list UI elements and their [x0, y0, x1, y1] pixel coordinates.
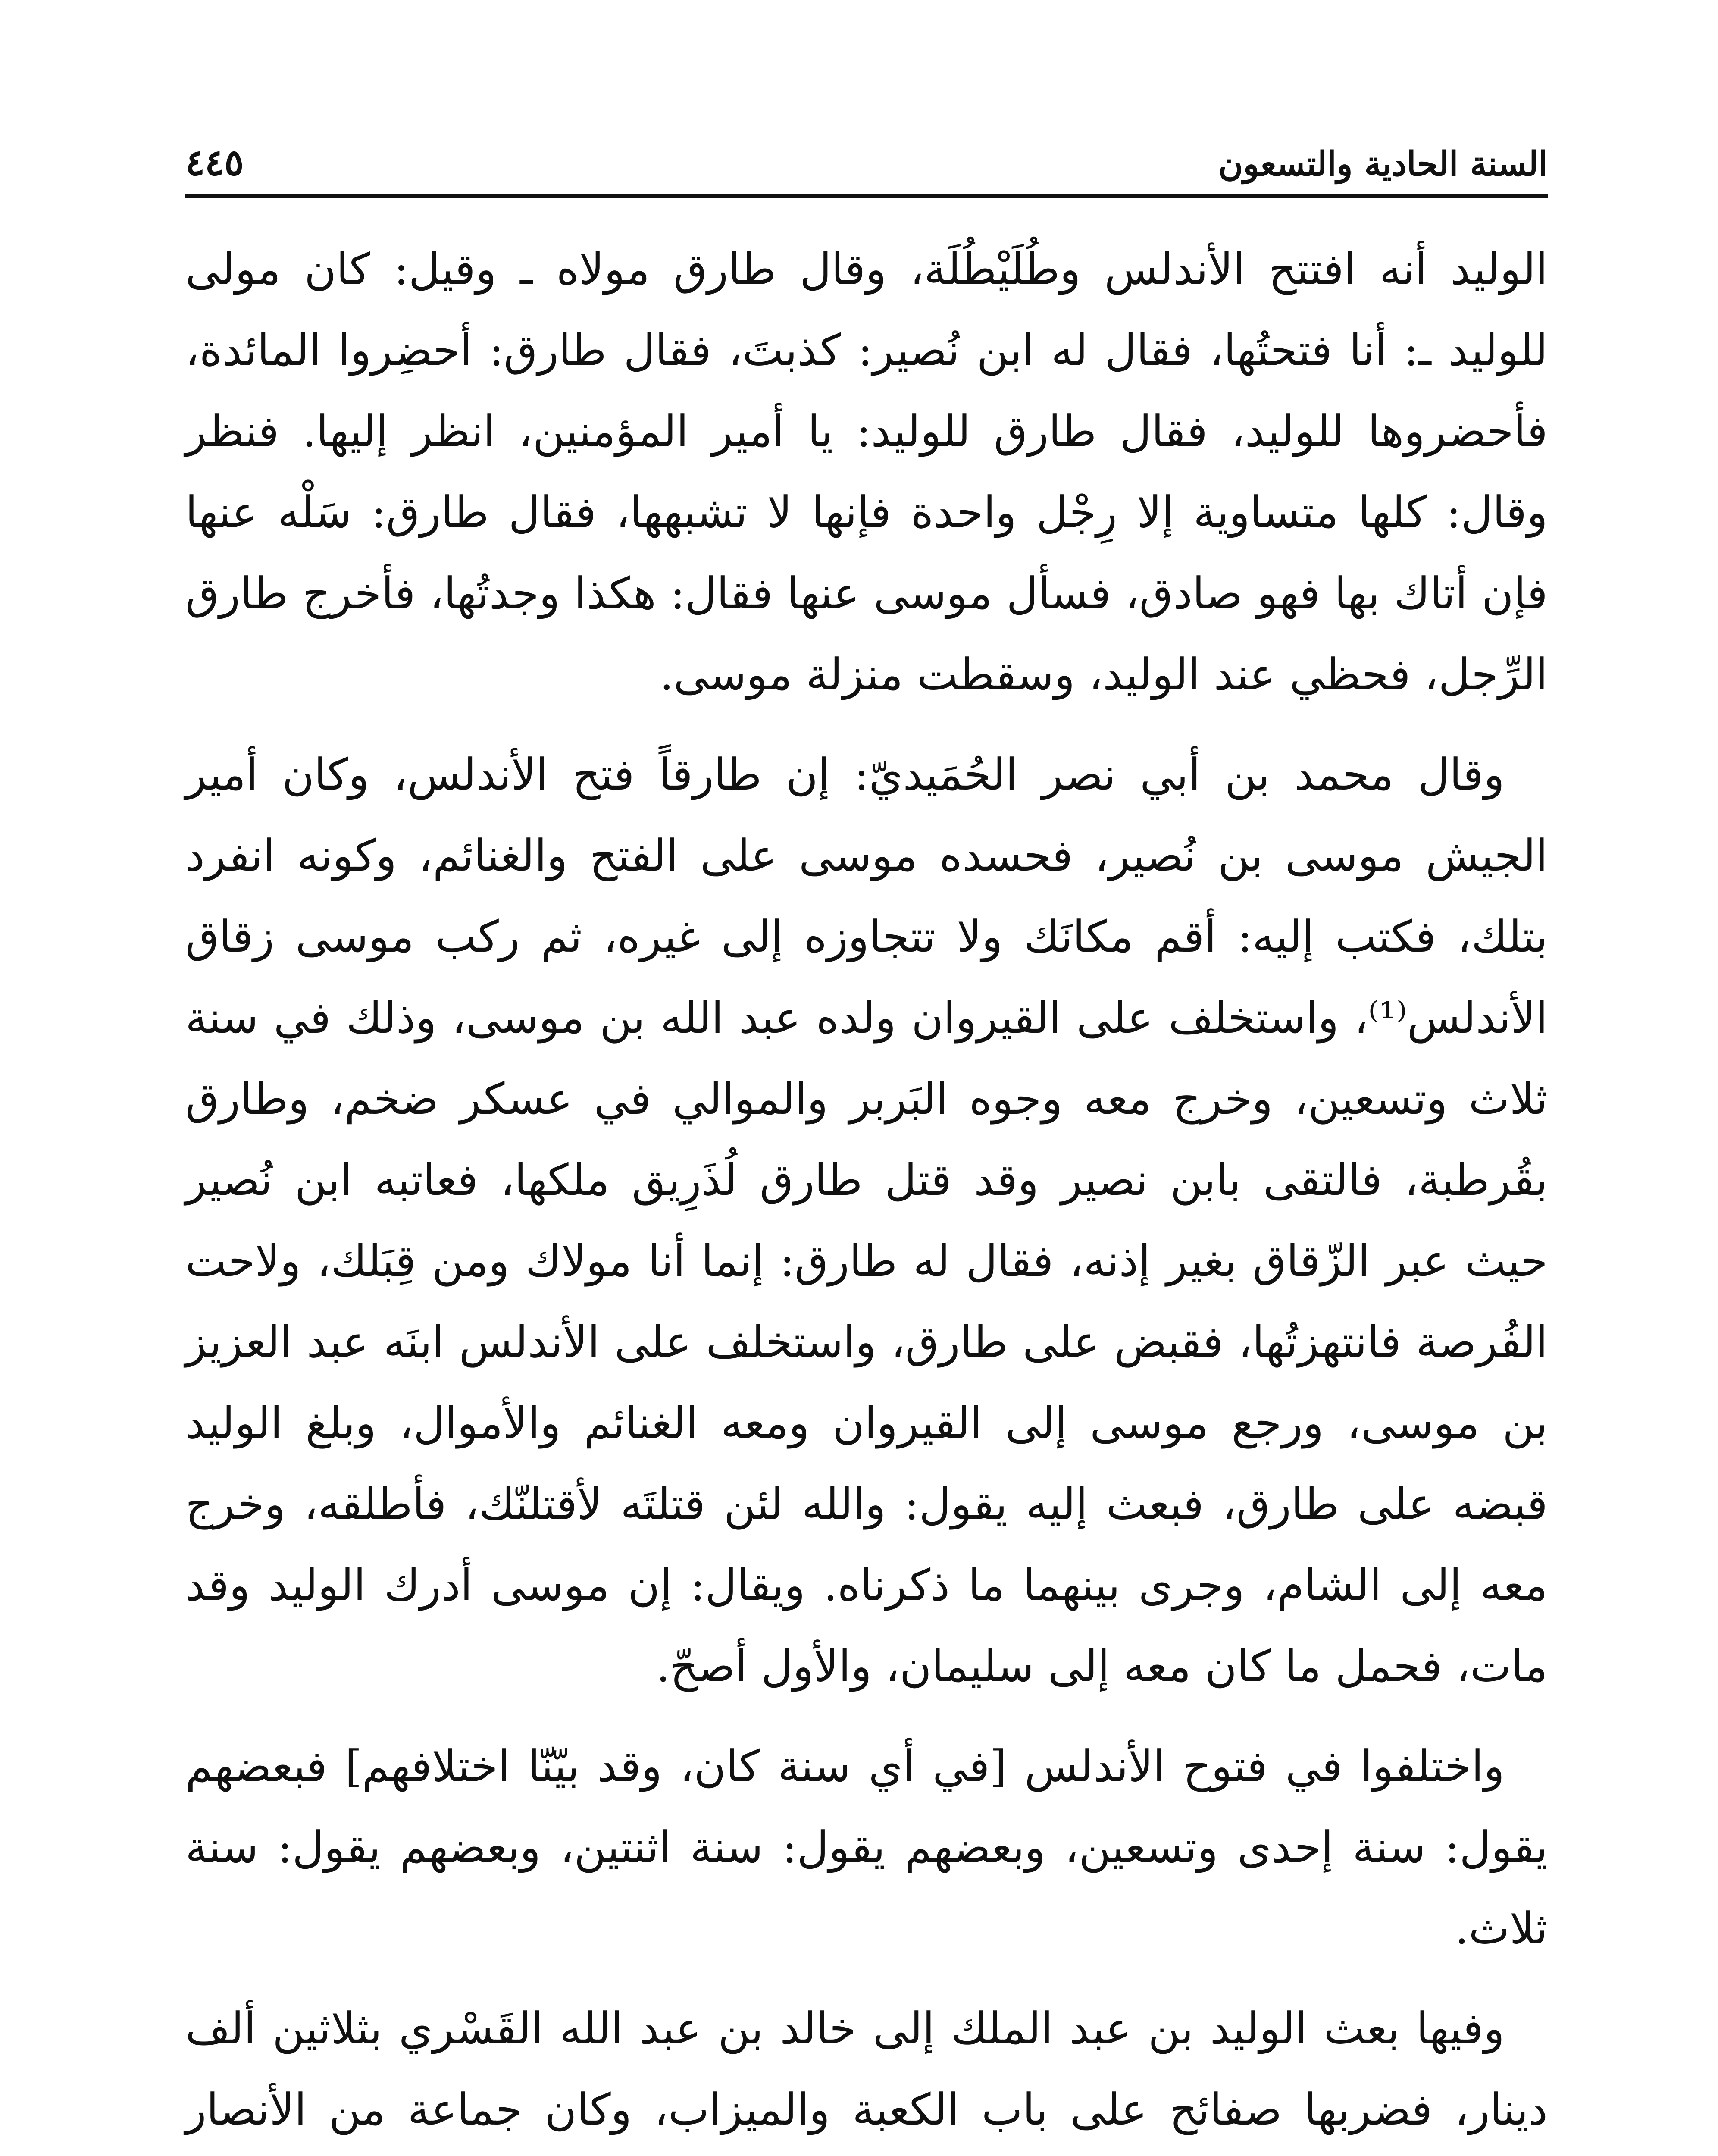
- paragraph: واختلفوا في فتوح الأندلس [في أي سنة كان، وقد بيّنّا اختلافهم] فبعضهم يقول: سنة إحدى وتسعين، وبعضهم يقول: سنة اثنتين، وبعضهم يقول: سنة ثلاث.: [185, 1741, 1548, 1954]
- paragraph: الوليد أنه افتتح الأندلس وطُلَيْطُلَة، وقال طارق مولاه ـ وقيل: كان مولى للوليد ـ: أنا فتحتُها، فقال له ابن نُصير: كذبتَ، فقال طارق: أحضِروا المائدة، فأحضروها للوليد، فقال طارق للوليد: يا أمير المؤمنين، انظر إليها. فنظر وقال: كلها متساوية إلا رِجْل واحدة فإنها لا تشبهها، فقال طارق: سَلْه عنها فإن أتاك بها فهو صادق، فسأل موسى عنها فقال: هكذا وجدتُها، فأخرج طارق الرِّجل، فحظي عند الوليد، وسقطت منزلة موسى.: [185, 244, 1548, 700]
- page-number: ٤٤٥: [185, 141, 244, 184]
- footnote-area: [185, 108, 1548, 2156]
- chapter-title: السنة الحادية والتسعون: [1218, 144, 1548, 184]
- paragraph: وفيها بعث الوليد بن عبد الملك إلى خالد بن عبد الله القَسْري بثلاثين ألف دينار، فضربها صفائح على باب الكعبة والميزاب، وكان جماعة من الأنصار: [185, 2003, 1548, 2135]
- paragraph: وقال محمد بن أبي نصر الحُمَيديّ: إن طارقاً فتح الأندلس، وكان أمير الجيش موسى بن نُصير، فحسده موسى على الفتح والغنائم، وكونه انفرد بتلك، فكتب إليه: أقم مكانَك ولا تتجاوزه إلى غيره، ثم ركب موسى زقاق الأندلس⁽¹⁾، واستخلف على القيروان ولده عبد الله بن موسى، وذلك في سنة ثلاث وتسعين، وخرج معه وجوه البَربر والموالي في عسكر ضخم، وطارق بقُرطبة، فالتقى بابن نصير وقد قتل طارق لُذَرِيق ملكها، فعاتبه ابن نُصير حيث عبر الزّقاق بغير إذنه، فقال له طارق: إنما أنا مولاك ومن قِبَلك، ولاحت الفُرصة فانتهزتُها، فقبض على طارق، واستخلف على الأندلس ابنَه عبد العزيز بن موسى، ورجع موسى إلى القيروان ومعه الغنائم والأموال، وبلغ الوليد قبضه على طارق، فبعث إليه يقول: والله لئن قتلتَه لأقتلنّك، فأطلقه، وخرج معه إلى الشام، وجرى بينهما ما ذكرناه. ويقال: إن موسى أدرك الوليد وقد مات، فحمل ما كان معه إلى سليمان، والأول أصحّ.: [185, 749, 1548, 1692]
